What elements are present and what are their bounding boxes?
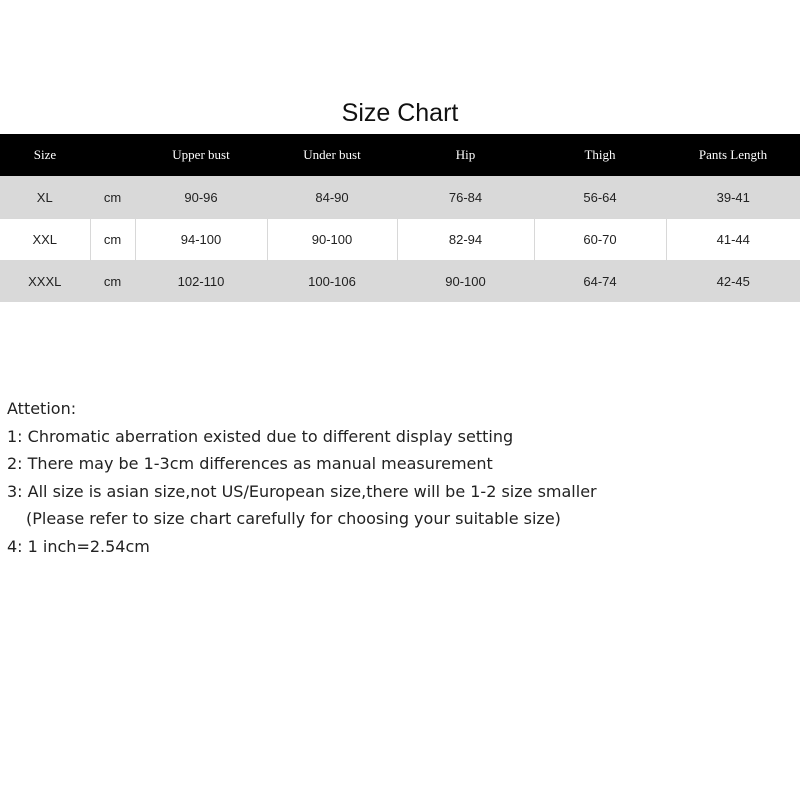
header-size: Size xyxy=(0,134,90,177)
cell-hip: 90-100 xyxy=(397,261,534,303)
cell-pants-length: 41-44 xyxy=(666,219,800,261)
cell-under-bust: 90-100 xyxy=(267,219,397,261)
cell-upper-bust: 90-96 xyxy=(135,177,267,219)
cell-pants-length: 39-41 xyxy=(666,177,800,219)
cell-size: XL xyxy=(0,177,90,219)
cell-hip: 76-84 xyxy=(397,177,534,219)
table-row xyxy=(0,219,800,261)
header-hip: Hip xyxy=(397,134,534,177)
cell-upper-bust: 102-110 xyxy=(135,261,267,303)
cell-size: XXXL xyxy=(0,261,90,303)
header-under-bust: Under bust xyxy=(267,134,397,177)
header-upper-bust: Upper bust xyxy=(135,134,267,177)
table-row xyxy=(0,261,800,303)
cell-thigh: 60-70 xyxy=(534,219,666,261)
cell-hip: 82-94 xyxy=(397,219,534,261)
cell-pants-length: 42-45 xyxy=(666,261,800,303)
page-title: Size Chart xyxy=(341,99,459,127)
table-row xyxy=(0,177,800,219)
cell-unit: cm xyxy=(90,261,135,303)
cell-thigh: 64-74 xyxy=(534,261,666,303)
cell-under-bust: 84-90 xyxy=(267,177,397,219)
cell-size: XXL xyxy=(0,219,90,261)
cell-unit: cm xyxy=(90,177,135,219)
note-item: 3: All size is asian size,not US/European size,there will be 1-2 size smaller xyxy=(7,481,597,501)
notes-heading: Attetion: xyxy=(7,399,77,418)
size-chart-table xyxy=(0,134,800,302)
table-header-row xyxy=(0,134,800,177)
header-thigh: Thigh xyxy=(534,134,666,177)
attention-notes xyxy=(7,395,787,560)
cell-thigh: 56-64 xyxy=(534,177,666,219)
note-item: 1: Chromatic aberration existed due to different display setting xyxy=(7,426,514,446)
header-unit xyxy=(90,134,135,177)
note-item: 4: 1 inch=2.54cm xyxy=(7,536,150,556)
cell-unit: cm xyxy=(90,219,135,261)
cell-under-bust: 100-106 xyxy=(267,261,397,303)
cell-upper-bust: 94-100 xyxy=(135,219,267,261)
note-item-continuation: (Please refer to size chart carefully for choosing your suitable size) xyxy=(26,509,561,528)
header-pants-length: Pants Length xyxy=(666,134,800,177)
note-item: 2: There may be 1-3cm differences as manual measurement xyxy=(7,454,493,473)
